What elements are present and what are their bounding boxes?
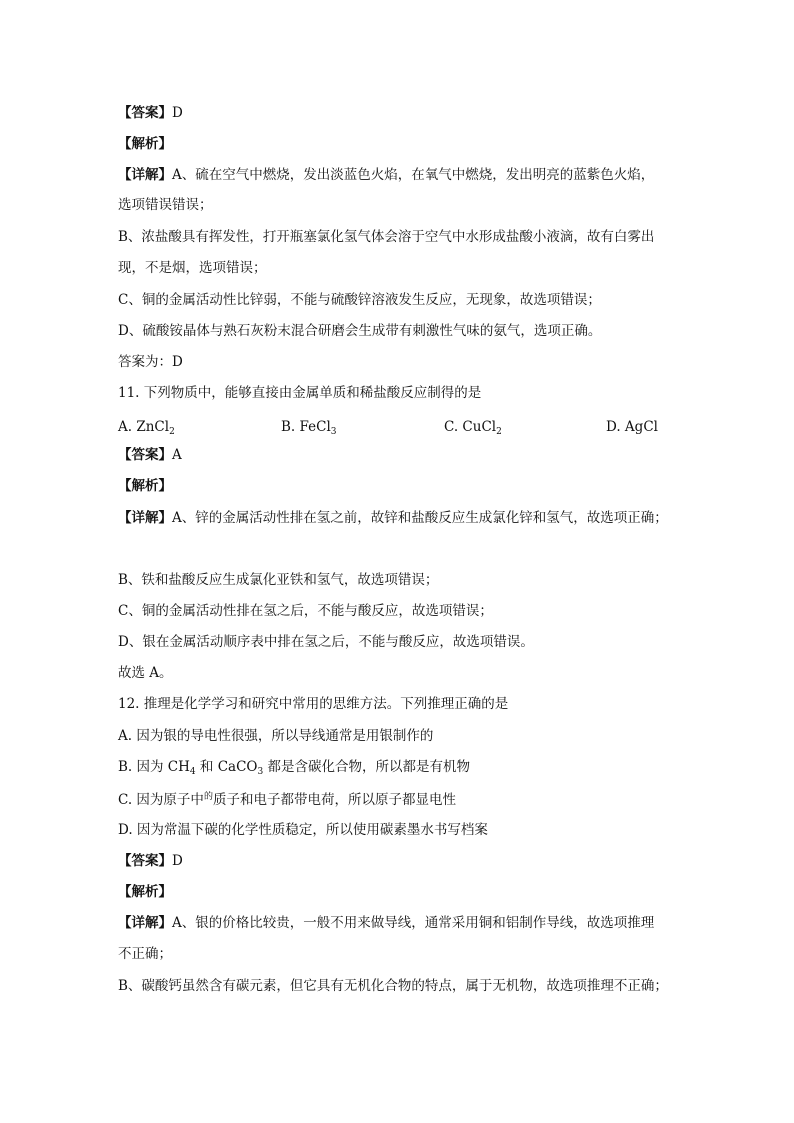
- option-b: B. 因为 $CH_4$ 和 CaCO$_3$ 都是含碳化合物，所以都是有机物: [118, 759, 471, 777]
- option-d: D. AgCl: [606, 419, 658, 435]
- text-line: B、铁和盐酸反应生成氯化亚铁和氢气，故选项错误；: [118, 572, 439, 588]
- detail-line: [118, 914, 654, 932]
- text-line: C、铜的金属活动性排在氢之后，不能与酸反应，故选项错误；: [118, 603, 493, 619]
- answer-line-3: [118, 852, 183, 870]
- answer-line-2: [118, 446, 182, 464]
- final-answer: 故选 A。: [118, 665, 173, 681]
- text-line: C、铜的金属活动性比锌弱，不能与硫酸锌溶液发生反应，无现象，故选项错误；: [118, 292, 601, 308]
- answer-label: 【答案】: [118, 105, 172, 121]
- answer-label: 【答案】: [118, 853, 172, 869]
- detail-label: 【详解】: [118, 167, 172, 183]
- option-a: A. ZnCl$_2$: [118, 419, 175, 437]
- detail-text: A、银的价格比较贵，一般不用来做导线，通常采用铜和铝制作导线，故选项推理: [172, 915, 655, 931]
- analysis-label: 【解析】: [118, 884, 172, 900]
- text-line: B、碳酸钙虽然含有碳元素，但它具有无机化合物的特点，属于无机物，故选项推理不正确；: [118, 978, 668, 994]
- text-line: D、银在金属活动顺序表中排在氢之后，不能与酸反应，故选项错误。: [118, 634, 534, 650]
- detail-line: [118, 509, 668, 527]
- analysis-label: 【解析】: [118, 478, 172, 494]
- answer-label: 【答案】: [118, 447, 172, 463]
- answer-value: D: [172, 105, 183, 121]
- answer-line-1: [118, 104, 183, 122]
- text-line: D、硫酸铵晶体与熟石灰粉末混合研磨会生成带有刺激性气味的氨气，选项正确。: [118, 323, 602, 339]
- detail-text: A、锌的金属活动性排在氢之前，故锌和盐酸反应生成氯化锌和氢气，故选项正确；: [172, 510, 668, 526]
- detail-line: [118, 166, 654, 184]
- option-c: C. CuCl$_2$: [444, 419, 502, 437]
- detail-label: 【详解】: [118, 510, 172, 526]
- option-a: A. 因为银的导电性很强，所以导线通常是用银制作的: [118, 728, 434, 744]
- analysis-label: 【解析】: [118, 136, 172, 152]
- text-line: B、浓盐酸具有挥发性，打开瓶塞氯化氢气体会溶于空气中水形成盐酸小液滴，故有白雾出: [118, 229, 655, 245]
- detail-text: A、硫在空气中燃烧，发出淡蓝色火焰，在氧气中燃烧，发出明亮的蓝紫色火焰，: [172, 167, 655, 183]
- option-c: C. 因为原子中$^的$质子和电子都带电荷，所以原子都显电性: [118, 792, 456, 808]
- final-answer: 答案为：D: [118, 354, 183, 370]
- text-line: 不正确；: [118, 946, 172, 962]
- text-line: 现，不是烟，选项错误；: [118, 260, 267, 276]
- detail-label: 【详解】: [118, 915, 172, 931]
- answer-value: A: [172, 447, 182, 463]
- question-stem: 11. 下列物质中，能够直接由金属单质和稀盐酸反应制得的是: [118, 385, 482, 401]
- text-line: 选项错误错误；: [118, 197, 213, 213]
- option-b: B. FeCl$_3$: [281, 419, 337, 437]
- question-stem: 12. 推理是化学学习和研究中常用的思维方法。下列推理正确的是: [118, 696, 509, 712]
- option-d: D. 因为常温下碳的化学性质稳定，所以使用碳素墨水书写档案: [118, 822, 488, 838]
- answer-value: D: [172, 853, 183, 869]
